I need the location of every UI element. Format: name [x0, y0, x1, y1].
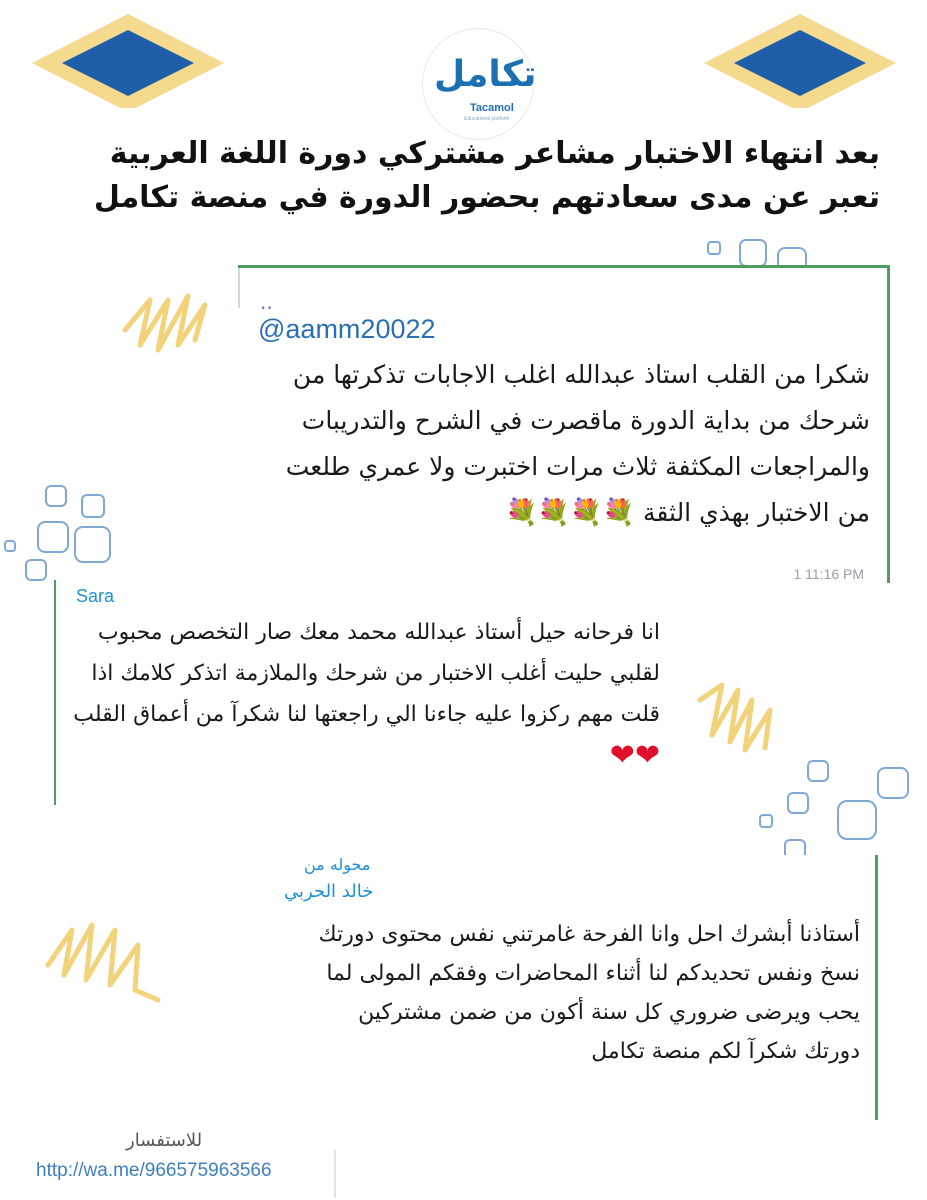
heart-emoji: ❤❤: [609, 738, 660, 773]
message-text: [70, 612, 660, 779]
tacamol-logo: [416, 28, 546, 128]
title-line-2: تعبر عن مدى سعادتهم بحضور الدورة في منصة تكامل: [93, 180, 880, 215]
forwarded-sender-name: خالد الحربي: [284, 881, 374, 902]
diamond-decoration-right: [700, 8, 900, 108]
message-card-2: [54, 580, 676, 805]
sender-name: Sara: [76, 586, 115, 606]
whatsapp-link[interactable]: http://wa.me/966575963566: [36, 1160, 272, 1181]
divider: [334, 1150, 336, 1198]
title-line-1: بعد انتهاء الاختبار مشاعر مشتركي دورة اللغة العربية: [109, 136, 880, 171]
forwarded-label: محوله من: [304, 855, 371, 874]
flower-emoji: 💐💐💐💐: [505, 498, 636, 528]
card-accent-bar: [887, 268, 890, 583]
message-timestamp: 1 11:16 PM: [793, 566, 864, 582]
inquiry-label: للاستفسار: [126, 1130, 203, 1151]
message-text: أستاذنا أبشرك احل وانا الفرحة غامرتني نفس محتوى دورتك نسخ ونفس تحديدكم لنا أثناء المحاضرات وفقكم المولى لما يحب ويرضى ضروري كل سنة أكون من ضمن مشتركين دورتك شكرآ لكم منصة تكامل: [318, 922, 860, 1064]
page-title: [20, 132, 880, 220]
logo-english-text: Tacamol: [470, 102, 514, 114]
card-left-edge: [238, 268, 240, 308]
diamond-decoration-left: [28, 8, 228, 108]
logo-arabic-text: تكامل: [434, 54, 537, 95]
sender-dots: ..: [260, 290, 273, 314]
message-card-1: [238, 265, 890, 583]
sender-handle: @aamm20022: [258, 314, 436, 344]
message-text: [250, 352, 870, 536]
message-body: انا فرحانه حيل أستاذ عبدالله محمد معك صار التخصص محبوب لقلبي حليت أغلب الاختبار من شرحك والملازمة اتذكر كلامك اذا قلت مهم ركزوا عليه جاءنا الي راجعتها لنا شكرآ من أعماق القلب: [73, 620, 660, 727]
message-card-3: [280, 855, 878, 1120]
message-body: شكرا من القلب استاذ عبدالله اغلب الاجابات تذكرتها من شرحك من بداية الدورة ماقصرت في الشرح والتدريبات والمراجعات المكثفة ثلاث مرات اختبرت ولا عمري طلعت من الاختبار بهذي الثقة: [285, 360, 870, 527]
logo-tagline: Educational platform: [464, 116, 510, 122]
